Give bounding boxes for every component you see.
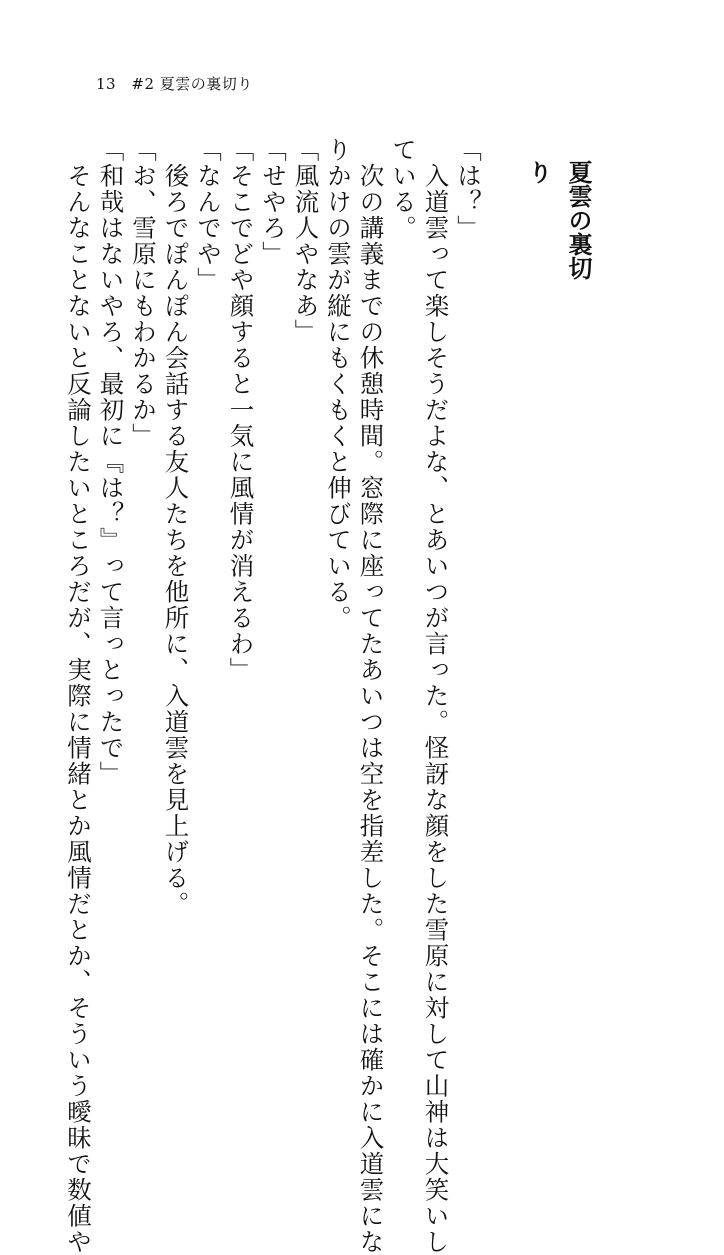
text-line: 「和哉はないやろ、最初に『は？』って言っとったで」 [96, 137, 126, 787]
text-line: 「なんでや」 [194, 137, 223, 293]
chapter-label: #2 夏雲の裏切り [131, 75, 253, 93]
body-text [62, 137, 485, 1255]
text-line: 「お、雪原にもわかるか」 [129, 137, 158, 449]
text-line: 「風流人やなあ」 [291, 137, 321, 345]
chapter-title: 夏雲の裏切り [524, 160, 592, 280]
running-head [96, 73, 253, 94]
text-line: 「は？」 [454, 137, 483, 241]
text-line: 「そこでどや顔すると一気に風情が消えるわ」 [226, 137, 256, 683]
page-number: 13 [96, 75, 117, 93]
text-line: 「せやろ」 [259, 137, 288, 267]
text-line: ている。 [389, 137, 418, 241]
text-line: りかけの雲が縦にもくもくと伸びている。 [324, 137, 353, 631]
text-line: そんなことないと反論したいところだが、実際に情緒とか風情だとか、そういう曖昧で数値や [64, 137, 93, 1255]
text-line: 次の講義までの休憩時間。窓際に座ってたあいつは空を指差した。そこには確かに入道雲にな [356, 137, 386, 1255]
text-line: 後ろでぽんぽん会話する友人たちを他所に、入道雲を見上げる。 [161, 137, 191, 917]
text-line: 入道雲って楽しそうだよな、とあいつが言った。怪訝な顔をした雪原に対して山神は大笑いし [421, 137, 451, 1255]
